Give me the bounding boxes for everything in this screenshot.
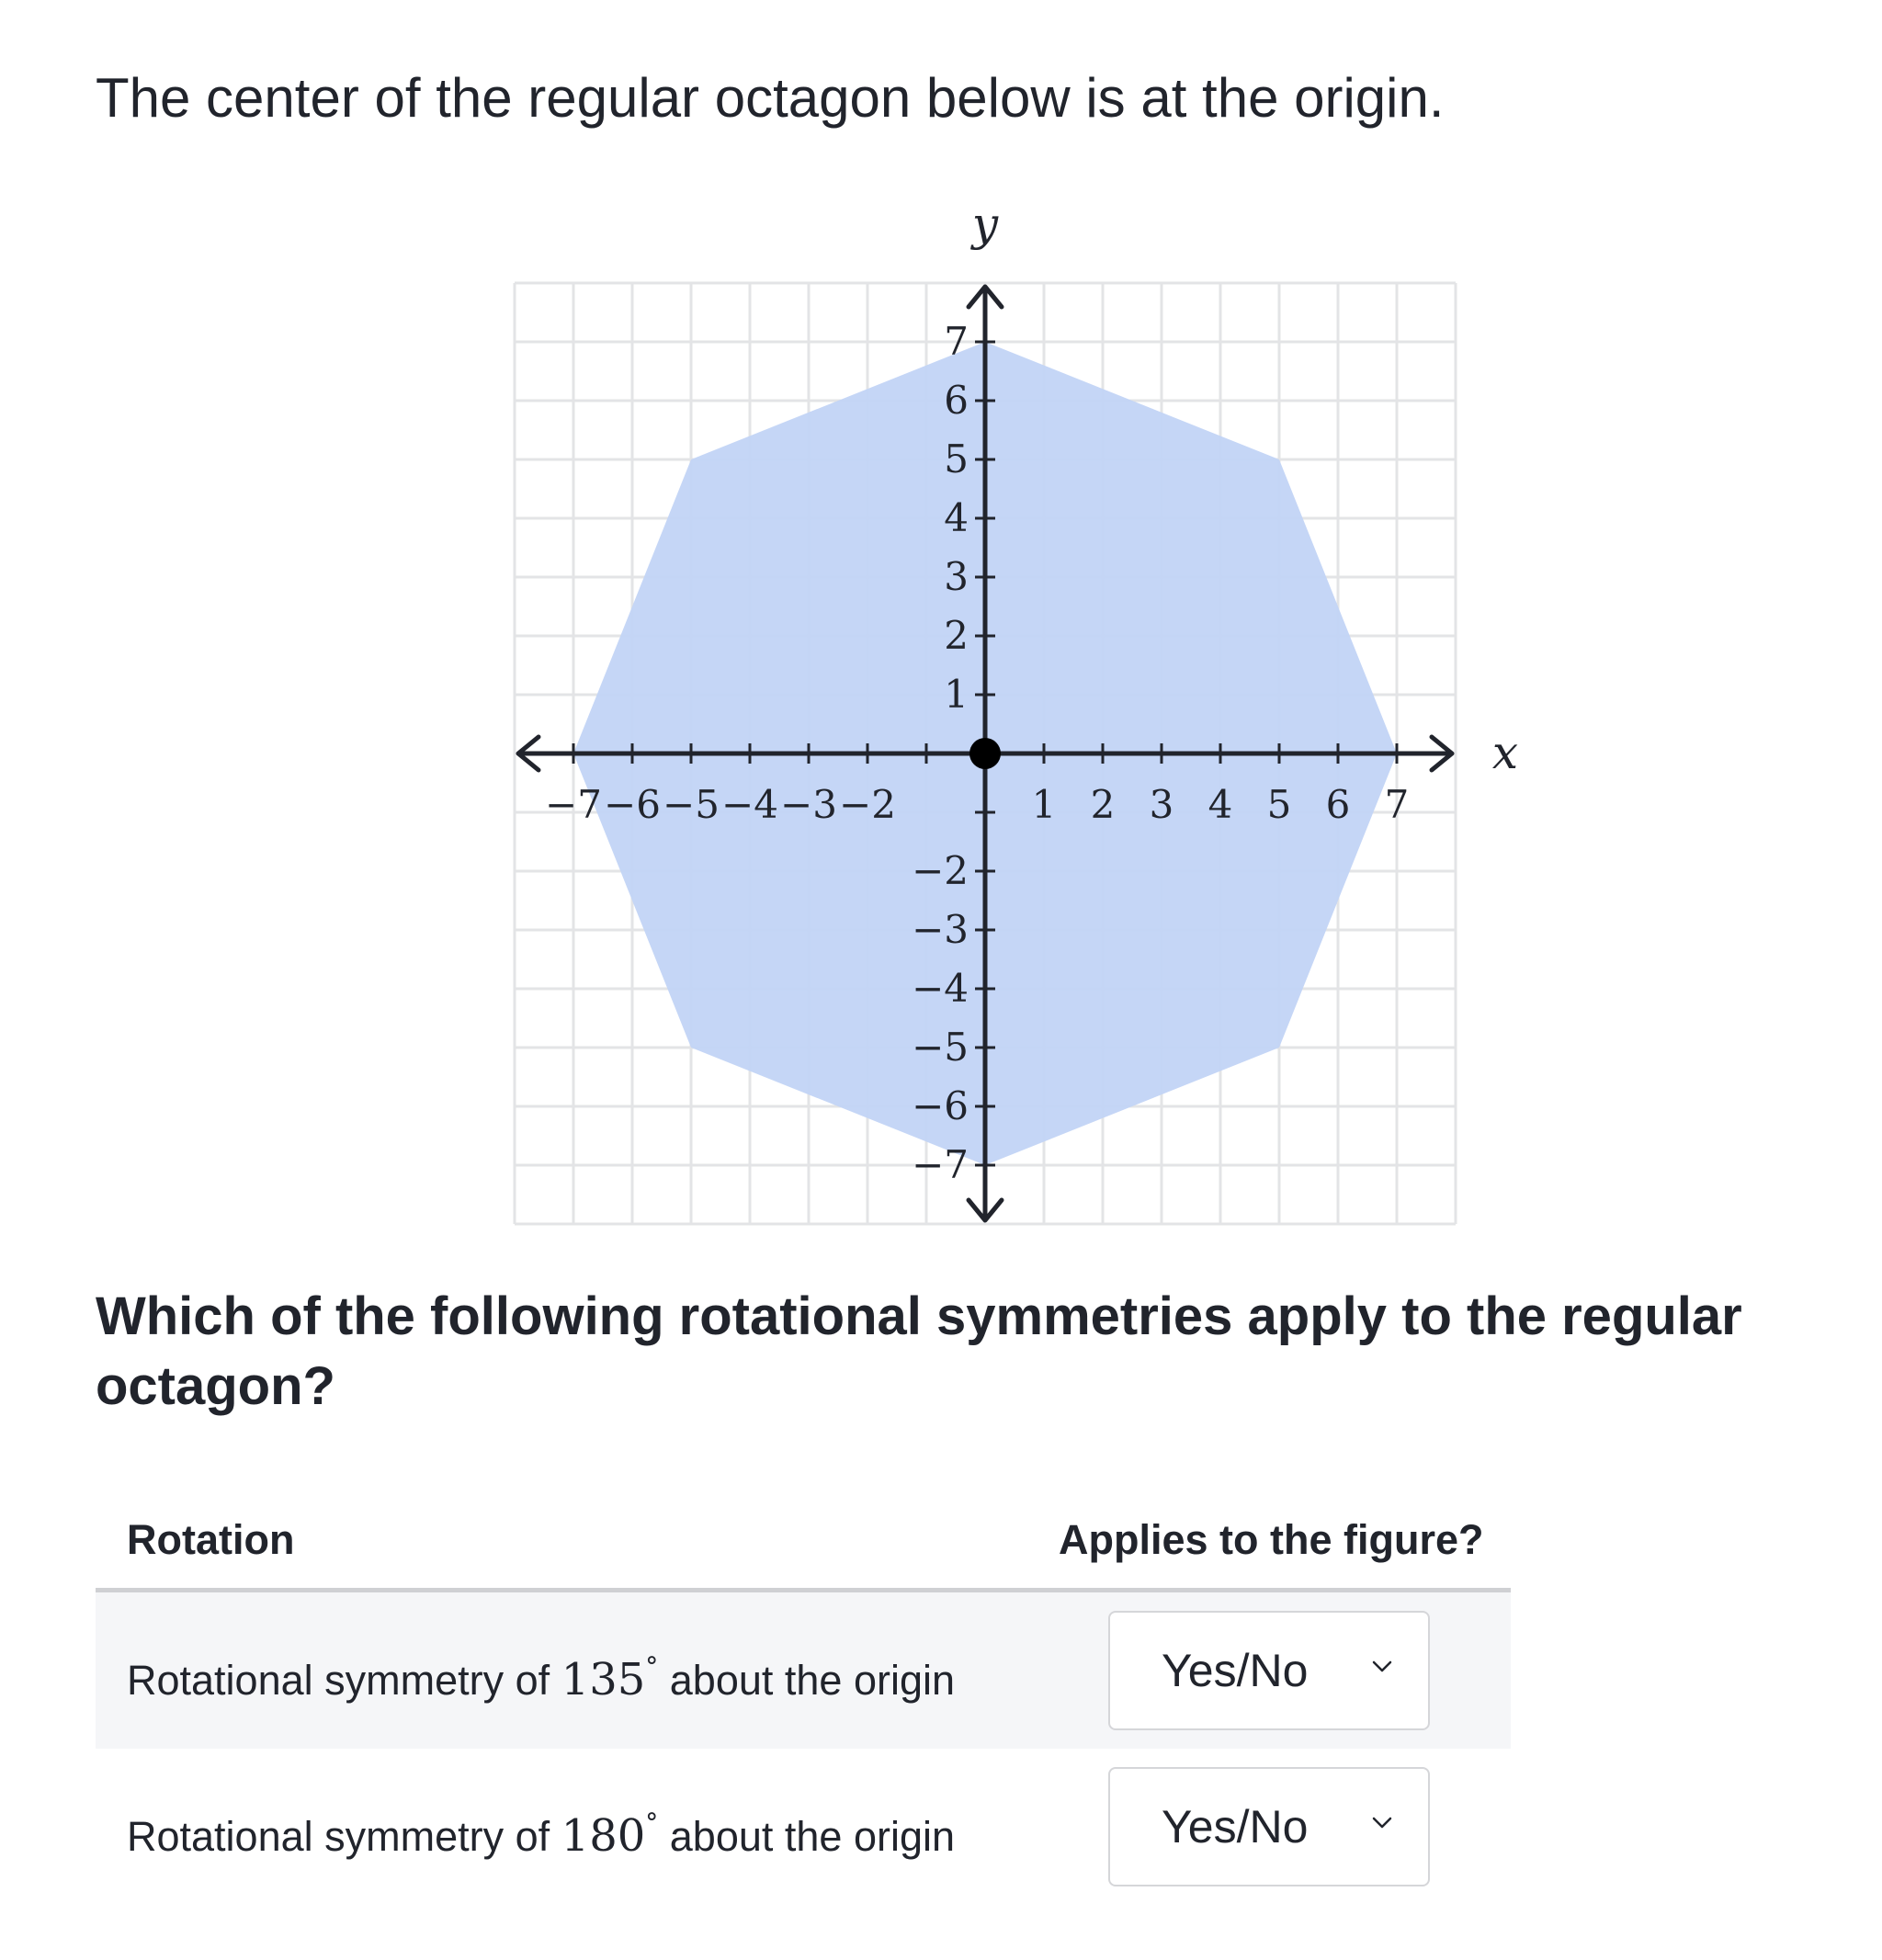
rotation-prefix: Rotational symmetry of: [127, 1657, 561, 1704]
origin-point: [969, 738, 1001, 769]
rotation-suffix: about the origin: [658, 1657, 956, 1704]
rotation-degrees: [561, 1807, 659, 1862]
y-tick-label: 3: [944, 554, 969, 599]
x-tick-label: 5: [1266, 782, 1292, 827]
intro-text: The center of the regular octagon below is at the origin.: [96, 67, 1445, 129]
degrees-value: 180: [561, 1810, 646, 1862]
y-tick-label: −4: [912, 966, 969, 1011]
y-axis-label: y: [971, 198, 999, 251]
rotation-label: [127, 1592, 955, 1749]
y-tick-label: 5: [944, 436, 969, 482]
y-tick-label: −7: [912, 1142, 969, 1187]
degree-symbol: °: [645, 1651, 659, 1682]
coordinate-plane: [496, 198, 1544, 1236]
rotation-suffix: about the origin: [658, 1813, 956, 1860]
degrees-value: 135: [561, 1654, 646, 1705]
rotation-degrees: [561, 1651, 659, 1705]
x-tick-label: 2: [1090, 782, 1116, 827]
x-tick-label: −5: [663, 782, 720, 827]
x-tick-label: 1: [1031, 782, 1057, 827]
y-tick-label: 6: [944, 378, 969, 423]
question-text: Which of the following rotational symmetries apply to the regular octagon?: [96, 1286, 1742, 1416]
chevron-down-icon: [1371, 1811, 1393, 1833]
x-tick-label: −6: [604, 782, 661, 827]
x-tick-label: −3: [780, 782, 837, 827]
y-tick-label: 2: [944, 613, 969, 658]
table-header: [96, 1498, 1511, 1592]
dropdown-value: Yes/No: [1162, 1645, 1309, 1696]
degree-symbol: °: [645, 1807, 659, 1838]
y-tick-label: 1: [944, 672, 969, 717]
header-applies: Applies to the figure?: [1059, 1516, 1484, 1563]
x-tick-label: 6: [1325, 782, 1351, 827]
coordinate-graph: [496, 198, 1544, 1236]
x-tick-label: 4: [1207, 782, 1233, 827]
table-row: [96, 1749, 1511, 1905]
chevron-down-icon: [1371, 1655, 1393, 1677]
y-tick-label: 7: [944, 319, 969, 364]
x-axis-label: x: [1491, 726, 1519, 779]
table-row: [96, 1592, 1511, 1749]
x-tick-label: −7: [545, 782, 602, 827]
rotation-label: [127, 1749, 955, 1905]
x-tick-label: 3: [1149, 782, 1174, 827]
x-tick-label: −4: [721, 782, 778, 827]
x-tick-label: −2: [839, 782, 896, 827]
yes-no-dropdown-135[interactable]: [1108, 1611, 1430, 1730]
y-tick-label: −5: [912, 1025, 969, 1070]
x-tick-label: 7: [1384, 782, 1410, 827]
y-tick-label: −3: [912, 907, 969, 952]
rotation-prefix: Rotational symmetry of: [127, 1813, 561, 1860]
yes-no-dropdown-180[interactable]: [1108, 1767, 1430, 1886]
y-tick-label: 4: [944, 495, 969, 540]
y-tick-label: −6: [912, 1083, 969, 1128]
header-rotation: Rotation: [127, 1516, 295, 1563]
dropdown-value: Yes/No: [1162, 1801, 1309, 1852]
y-tick-label: −2: [912, 848, 969, 893]
symmetry-table: [96, 1498, 1511, 1905]
